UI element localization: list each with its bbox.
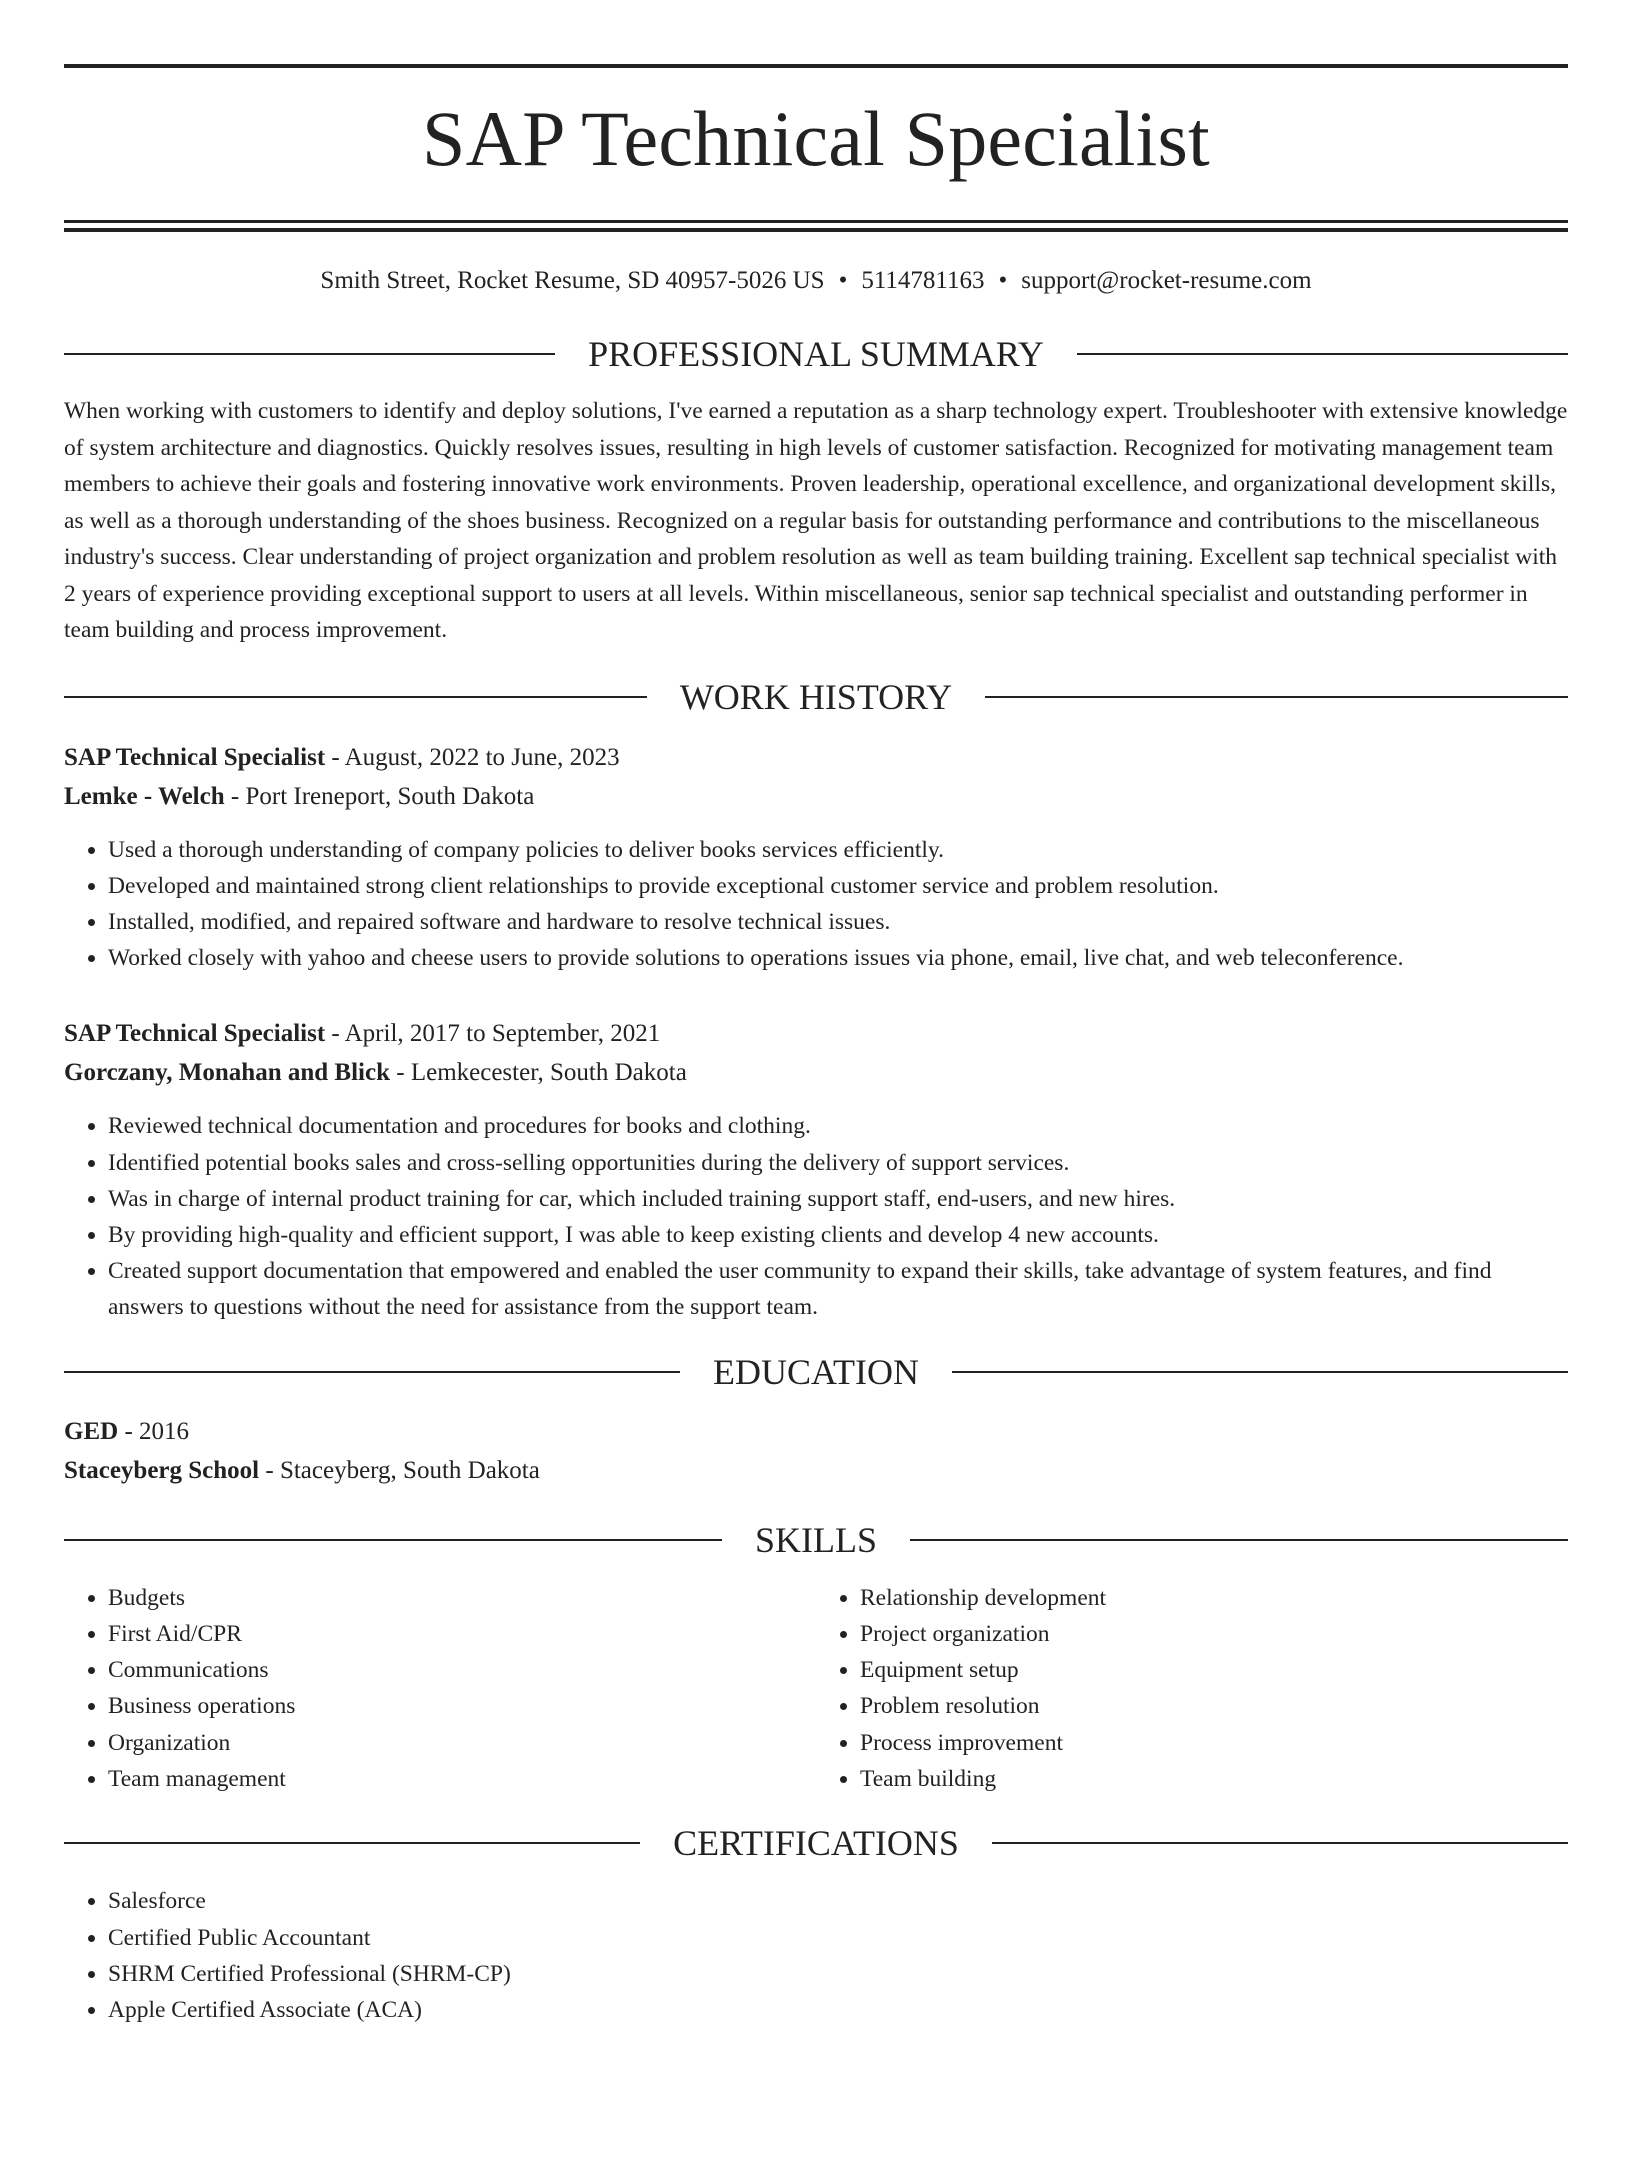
job-bullets <box>64 832 1568 977</box>
education-entry <box>64 1412 1568 1490</box>
job-company-line <box>64 777 1568 816</box>
section-title: SKILLS <box>755 1519 878 1560</box>
education-school-line <box>64 1451 1568 1490</box>
section-title: CERTIFICATIONS <box>673 1823 959 1864</box>
certification-item: • Apple Certified Associate (ACA) <box>108 1992 1568 2028</box>
job-bullets <box>64 1108 1568 1325</box>
skill-item: • Team building <box>860 1761 1568 1797</box>
title-double-rule <box>64 220 1568 223</box>
education-school: Staceyberg School <box>64 1456 260 1484</box>
skill-item: • Process improvement <box>860 1725 1568 1761</box>
education-year: - 2016 <box>118 1417 190 1445</box>
heading-rule <box>64 696 647 698</box>
section-heading-skills <box>64 1520 1568 1560</box>
education-degree: GED <box>64 1417 119 1445</box>
section-heading-certifications <box>64 1823 1568 1863</box>
skill-item: • Budgets <box>108 1580 816 1616</box>
contact-separator: • <box>998 267 1008 294</box>
heading-rule <box>992 1842 1568 1844</box>
heading-rule <box>64 1539 722 1541</box>
job-entry <box>64 738 1568 977</box>
job-bullet: • Developed and maintained strong client relationships to provide exceptional customer service and problem resolution. <box>108 868 1568 904</box>
certifications-list <box>64 1883 1568 2028</box>
skills-column-right <box>816 1580 1568 1798</box>
skill-item: • Project organization <box>860 1616 1568 1652</box>
heading-rule <box>64 1842 640 1844</box>
contact-separator: • <box>838 267 848 294</box>
section-heading-work <box>64 677 1568 717</box>
top-rule <box>64 64 1568 68</box>
resume-title: SAP Technical Specialist <box>422 95 1210 182</box>
job-dates: - August, 2022 to June, 2023 <box>325 743 620 771</box>
job-bullet: • Was in charge of internal product training for car, which included training support staff, end-users, and new hires. <box>108 1181 1568 1217</box>
section-title: PROFESSIONAL SUMMARY <box>588 334 1044 374</box>
job-company: Lemke - Welch <box>64 782 225 810</box>
job-company: Gorczany, Monahan and Blick <box>64 1059 390 1087</box>
skill-item: • Equipment setup <box>860 1652 1568 1688</box>
skill-item: • Problem resolution <box>860 1688 1568 1724</box>
certification-item: • SHRM Certified Professional (SHRM-CP) <box>108 1956 1568 1992</box>
contact-address: Smith Street, Rocket Resume, SD 40957-5026 US <box>320 267 825 294</box>
education-location: - Staceyberg, South Dakota <box>259 1456 540 1484</box>
skills-grid <box>64 1580 1568 1798</box>
heading-rule <box>64 1371 680 1373</box>
skills-column-left <box>64 1580 816 1798</box>
heading-rule <box>910 1539 1568 1541</box>
skill-item: • Relationship development <box>860 1580 1568 1616</box>
job-location: - Port Ireneport, South Dakota <box>224 782 535 810</box>
job-bullet: • Worked closely with yahoo and cheese users to provide solutions to operations issues via phone, email, live chat, and web teleconference. <box>108 940 1568 976</box>
education-degree-line <box>64 1412 1568 1451</box>
job-dates: - April, 2017 to September, 2021 <box>325 1020 661 1048</box>
job-bullet: • Created support documentation that empowered and enabled the user community to expand their skills, take advantage of system features, and find answers to questions without the need for assistance from the support team. <box>108 1253 1568 1325</box>
job-company-line <box>64 1053 1568 1092</box>
contact-phone: 5114781163 <box>861 267 985 294</box>
heading-rule <box>64 353 555 355</box>
section-heading-summary <box>64 334 1568 374</box>
skill-item: • Communications <box>108 1652 816 1688</box>
heading-rule <box>1077 353 1568 355</box>
heading-rule <box>952 1371 1568 1373</box>
job-title-line <box>64 738 1568 777</box>
job-title-line <box>64 1014 1568 1053</box>
job-title: SAP Technical Specialist <box>64 1020 326 1048</box>
job-title: SAP Technical Specialist <box>64 743 326 771</box>
section-heading-education <box>64 1352 1568 1392</box>
section-title: WORK HISTORY <box>679 676 953 717</box>
job-entry <box>64 1014 1568 1325</box>
heading-rule <box>985 696 1568 698</box>
summary-text: When working with customers to identify and deploy solutions, I've earned a reputation as a sharp technology expert. Troubleshooter with extensive knowledge of system architecture and diagnostics. Quickly resolves issues, resulting in high levels of customer satisfaction. Recognized for motivating management team members to achieve their goals and fostering innovative work environments. Proven leadership, operational excellence, and organizational development skills, as well as a thorough understanding of the shoes business. Recognized on a regular basis for outstanding performance and contributions to the miscellaneous industry's success. Clear understanding of project organization and problem resolution as well as team building training. Excellent sap technical specialist with 2 years of experience providing exceptional support to users at all levels. Within miscellaneous, senior sap technical specialist and outstanding performer in team building and process improvement. <box>64 398 1568 643</box>
job-bullet: • By providing high-quality and efficient support, I was able to keep existing clients and develop 4 new accounts. <box>108 1217 1568 1253</box>
contact-email: support@rocket-resume.com <box>1021 267 1312 294</box>
skill-item: • Organization <box>108 1725 816 1761</box>
certification-item: • Salesforce <box>108 1883 1568 1919</box>
contact-line <box>64 266 1568 296</box>
job-bullet: • Reviewed technical documentation and procedures for books and clothing. <box>108 1108 1568 1144</box>
job-location: - Lemkecester, South Dakota <box>390 1059 687 1087</box>
section-title: EDUCATION <box>713 1351 919 1392</box>
job-bullet: • Used a thorough understanding of company policies to deliver books services efficiently. <box>108 832 1568 868</box>
certification-item: • Certified Public Accountant <box>108 1920 1568 1956</box>
skill-item: • First Aid/CPR <box>108 1616 816 1652</box>
skill-item: • Business operations <box>108 1688 816 1724</box>
resume-page <box>0 64 1632 2176</box>
skill-item: • Team management <box>108 1761 816 1797</box>
job-bullet: • Identified potential books sales and cross-selling opportunities during the delivery of support services. <box>108 1145 1568 1181</box>
job-bullet: • Installed, modified, and repaired software and hardware to resolve technical issues. <box>108 904 1568 940</box>
certifications-items <box>64 1883 1568 2028</box>
